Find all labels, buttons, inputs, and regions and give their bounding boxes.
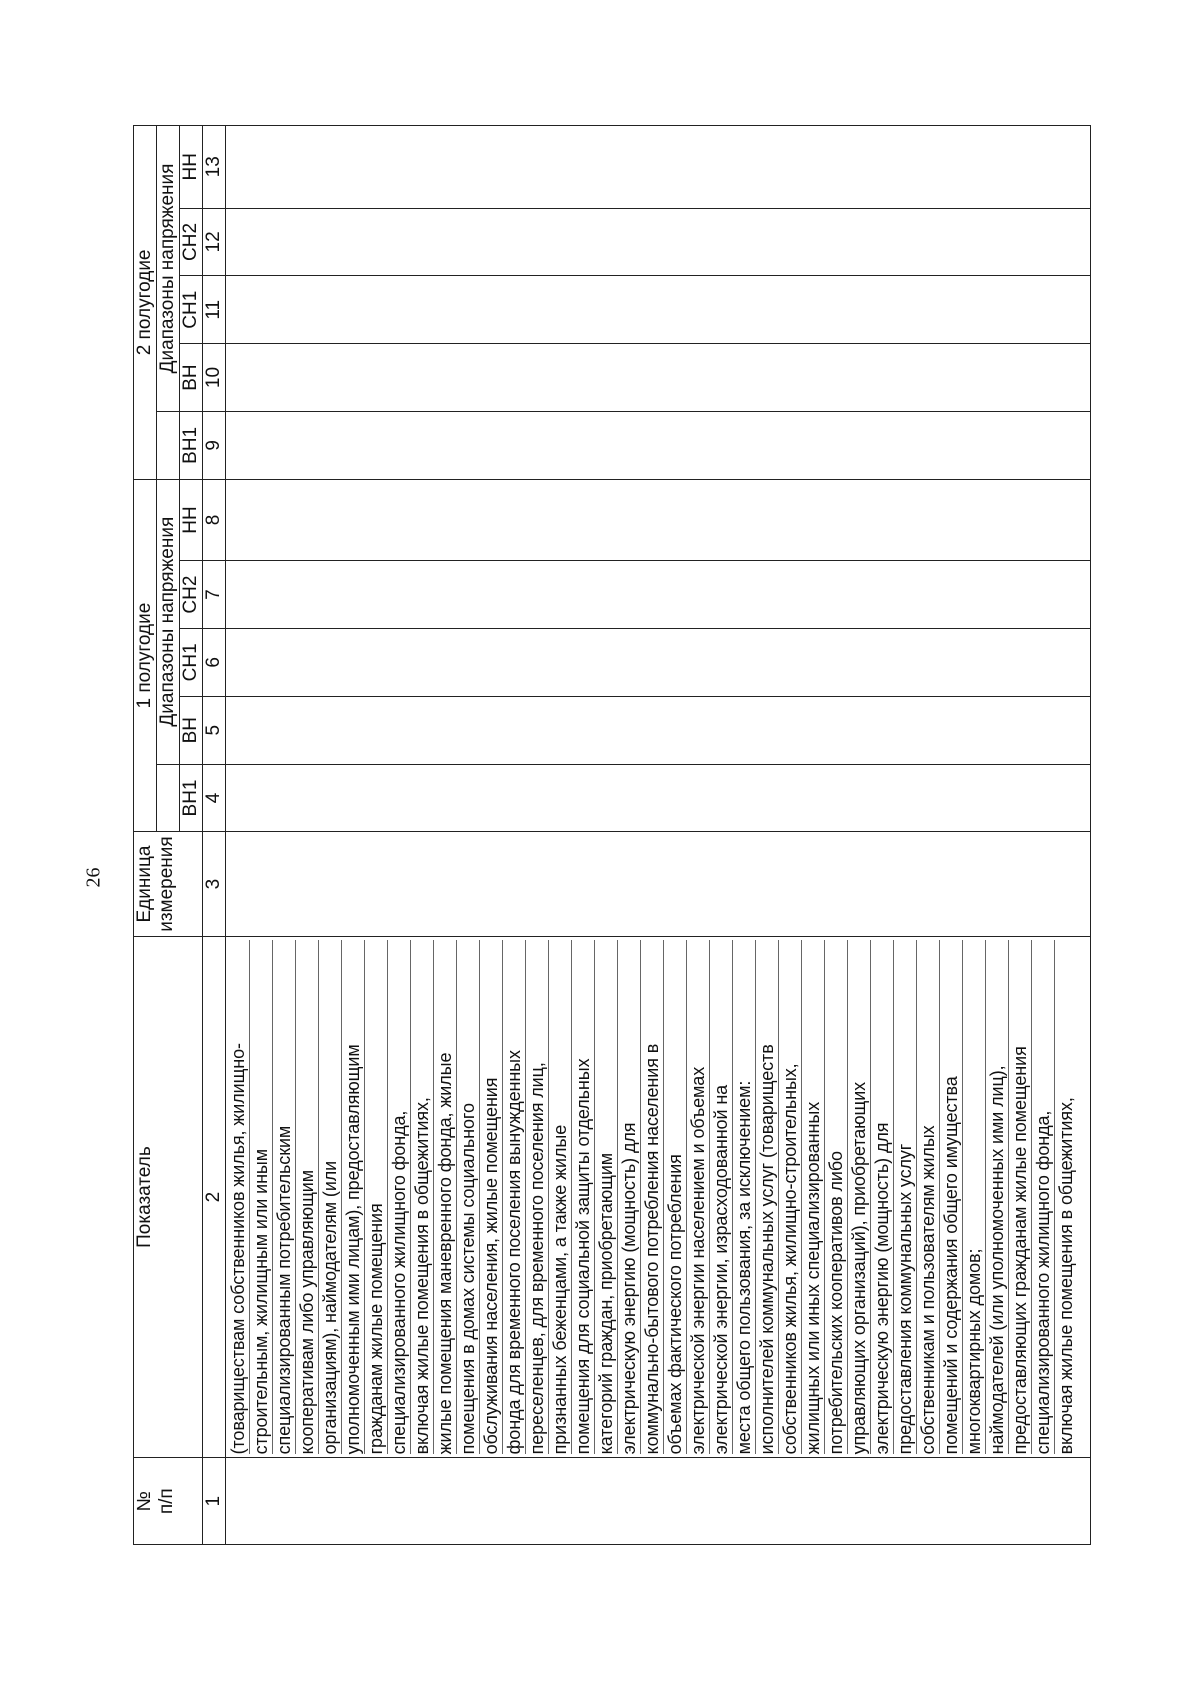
- table-row: [226, 126, 1091, 1545]
- header-voltage-ranges-2: Диапазоны напряжения: [157, 126, 180, 412]
- indicator-line: собственникам и пользователям жилых: [917, 940, 940, 1455]
- indicator-line: объемах фактического потребления: [664, 940, 687, 1455]
- cell-value: [226, 126, 1091, 209]
- indicator-line: электрической энергии, израсходованной на: [710, 940, 733, 1455]
- header-half1: 1 полугодие: [134, 479, 157, 832]
- indicator-line: места общего пользования, за исключением:: [733, 940, 756, 1455]
- col-number-9: 9: [203, 411, 226, 479]
- cell-unit: [226, 832, 1091, 936]
- indicator-line: специализированным потребительским: [273, 940, 296, 1455]
- header-no: [134, 1458, 203, 1545]
- indicator-line: коммунально-бытового потребления населения в: [641, 940, 664, 1455]
- indicator-line: электрическую энергию (мощность) для: [618, 940, 641, 1455]
- header-ch1-2: СН1: [180, 276, 203, 344]
- indicator-line: собственников жилья, жилищно-строительных,: [779, 940, 802, 1455]
- header-bh-1: ВН: [180, 696, 203, 764]
- header-no-line2: п/п: [156, 1488, 177, 1515]
- indicator-line: (товариществам собственников жилья, жилищно-: [227, 940, 250, 1455]
- header-hh-2: НН: [180, 126, 203, 209]
- indicator-line: гражданам жилые помещения: [365, 940, 388, 1455]
- indicator-line: предоставления коммунальных услуг: [894, 940, 917, 1455]
- col-number-6: 6: [203, 628, 226, 696]
- col-number-4: 4: [203, 764, 226, 832]
- indicator-line: помещений и содержания общего имущества: [940, 940, 963, 1455]
- header-half1-gap: [157, 764, 180, 832]
- cell-value: [226, 479, 1091, 560]
- col-number-13: 13: [203, 126, 226, 209]
- indicator-line: управляющих организаций), приобретающих: [848, 940, 871, 1455]
- cell-value: [226, 411, 1091, 479]
- indicator-line: обслуживания населения, жилые помещения: [480, 940, 503, 1455]
- header-bh-2: ВН: [180, 344, 203, 412]
- cell-value: [226, 344, 1091, 412]
- rotated-table-wrapper: [133, 125, 1091, 1545]
- col-number-12: 12: [203, 208, 226, 276]
- indicator-line: специализированного жилищного фонда,: [388, 940, 411, 1455]
- header-unit-line1: Единица: [134, 845, 155, 923]
- indicator-line: признанных беженцами, а также жилые: [549, 940, 572, 1455]
- indicator-line: исполнителей коммунальных услуг (товариществ: [756, 940, 779, 1455]
- col-number-8: 8: [203, 479, 226, 560]
- col-number-7: 7: [203, 561, 226, 629]
- cell-value: [226, 628, 1091, 696]
- tariff-table: [133, 125, 1091, 1545]
- header-bh1-1: ВН1: [180, 764, 203, 832]
- indicator-line: организациям), наймодателям (или: [319, 940, 342, 1455]
- cell-value: [226, 561, 1091, 629]
- indicator-line: электрической энергии населением и объемах: [687, 940, 710, 1455]
- header-hh-1: НН: [180, 479, 203, 560]
- header-bh1-2: ВН1: [180, 411, 203, 479]
- indicator-line: электрическую энергию (мощность) для: [871, 940, 894, 1455]
- header-unit-line2: измерения: [156, 836, 177, 932]
- header-indicator: Показатель: [134, 936, 203, 1458]
- indicator-line: жилищных или иных специализированных: [802, 940, 825, 1455]
- col-number-1: 1: [203, 1458, 226, 1545]
- indicator-line: многоквартирных домов;: [963, 940, 986, 1455]
- header-no-line1: №: [134, 1491, 155, 1512]
- indicator-line: кооперативам либо управляющим: [296, 940, 319, 1455]
- cell-value: [226, 696, 1091, 764]
- header-half2: 2 полугодие: [134, 126, 157, 480]
- cell-no: [226, 1458, 1091, 1545]
- col-number-2: 2: [203, 936, 226, 1458]
- indicator-line: помещения в домах системы социального: [457, 940, 480, 1455]
- header-unit: [134, 832, 203, 936]
- col-number-10: 10: [203, 344, 226, 412]
- indicator-line: переселенцев, для временного поселения лиц,: [526, 940, 549, 1455]
- cell-value: [226, 276, 1091, 344]
- indicator-line: включая жилые помещения в общежитиях,: [1056, 1097, 1076, 1455]
- indicator-line: строительным, жилищным или иным: [250, 940, 273, 1455]
- page-number: 26: [82, 867, 105, 888]
- cell-value: [226, 764, 1091, 832]
- indicator-line: включая жилые помещения в общежитиях,: [411, 940, 434, 1455]
- indicator-line: наймодателей (или уполномоченных ими лиц),: [986, 940, 1009, 1455]
- header-ch1-1: СН1: [180, 628, 203, 696]
- indicator-line: фонда для временного поселения вынужденных: [503, 940, 526, 1455]
- col-number-11: 11: [203, 276, 226, 344]
- indicator-line: предоставляющих гражданам жилые помещения: [1009, 940, 1032, 1455]
- indicator-line: специализированного жилищного фонда,: [1032, 940, 1055, 1455]
- indicator-line: потребительских кооперативов либо: [825, 940, 848, 1455]
- header-ch2-2: СН2: [180, 208, 203, 276]
- header-voltage-ranges-1: Диапазоны напряжения: [157, 479, 180, 764]
- cell-indicator: [226, 936, 1091, 1458]
- header-ch2-1: СН2: [180, 561, 203, 629]
- cell-value: [226, 208, 1091, 276]
- col-number-5: 5: [203, 696, 226, 764]
- col-number-3: 3: [203, 832, 226, 936]
- indicator-line: помещения для социальной защиты отдельных: [572, 940, 595, 1455]
- indicator-line: категорий граждан, приобретающим: [595, 940, 618, 1455]
- indicator-line: уполномоченным ими лицам), предоставляющим: [342, 940, 365, 1455]
- indicator-line: жилые помещения маневренного фонда, жилые: [434, 940, 457, 1455]
- header-half2-gap: [157, 411, 180, 479]
